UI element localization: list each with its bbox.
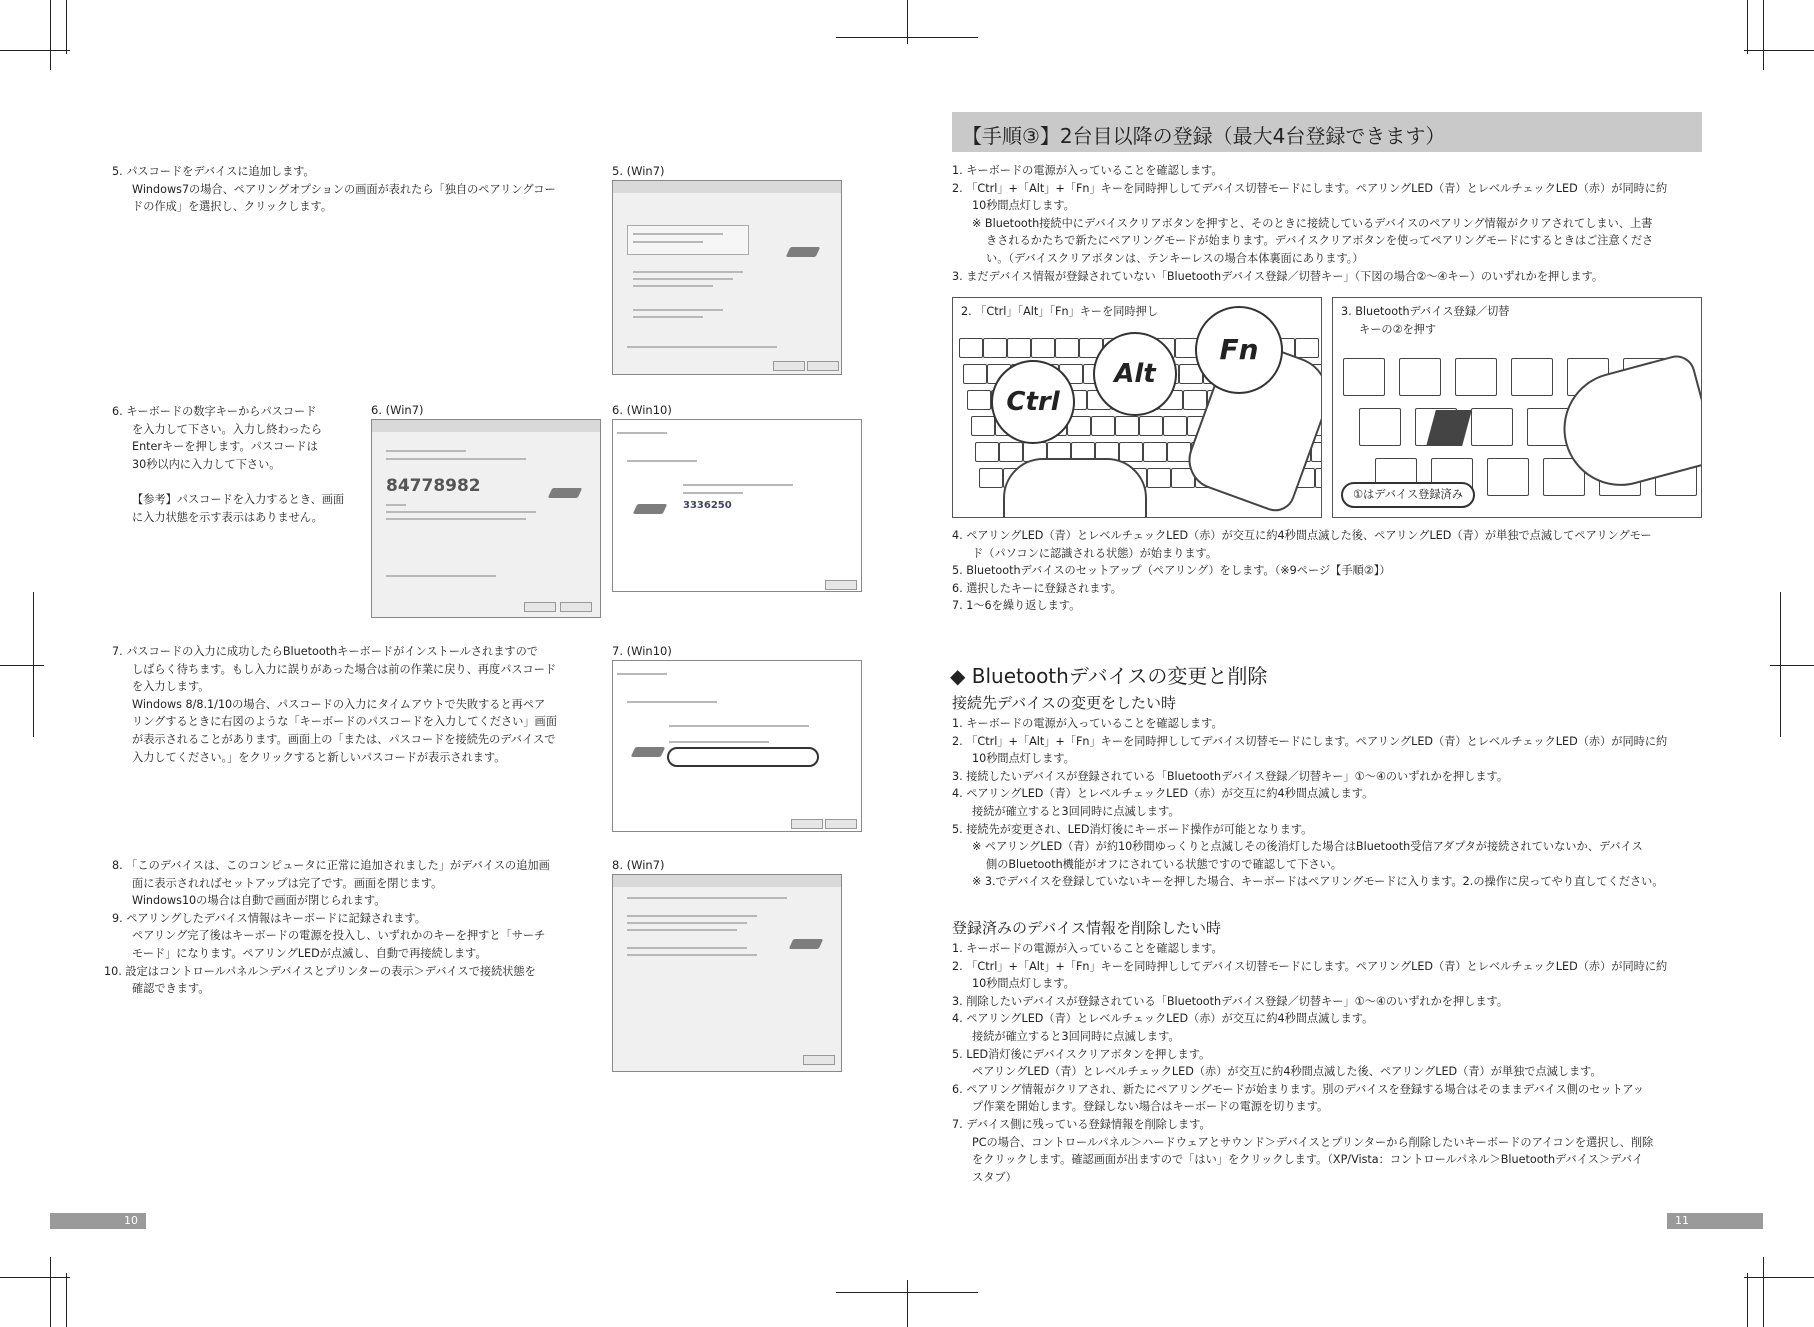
text-line: プ作業を開始します。登録しない場合はキーボードの電源を切ります。 bbox=[972, 1100, 1329, 1114]
text-line: 1. キーボードの電源が入っていることを確認します。 bbox=[952, 164, 1223, 177]
crop-mark bbox=[1763, 1257, 1764, 1327]
keyboard-key bbox=[983, 338, 1007, 358]
procedure-3-steps-cont bbox=[952, 527, 1652, 615]
text-line: 2. 「Ctrl」+「Alt」+「Fn」キーを同時押ししてデバイス切替モードにします。ペアリングLED（青）とレベルチェックLED（赤）が同時に約 bbox=[952, 959, 1668, 973]
crop-mark bbox=[33, 592, 34, 737]
text-line: 5. パスコードをデバイスに追加します。 bbox=[112, 165, 315, 178]
figure-caption: 2. 「Ctrl」「Alt」「Fn」キーを同時押し bbox=[961, 305, 1159, 318]
crop-mark bbox=[0, 665, 44, 666]
text-line: ※ Bluetooth接続中にデバイスクリアボタンを押すと、そのときに接続しているデバイスのペアリング情報がクリアされてしまい、上書 bbox=[972, 216, 1653, 230]
ctrl-label: Ctrl bbox=[1006, 387, 1060, 417]
crop-mark bbox=[50, 1257, 51, 1327]
text-line: リングするときに右図のような「キーボードのパスコードを入力してください」画面 bbox=[132, 715, 557, 729]
text-line: い。（デバイスクリアボタンは、テンキーレスの場合本体裏面にあります。） bbox=[986, 251, 1364, 265]
text-line: 7. 1～6を繰り返します。 bbox=[952, 599, 1081, 613]
keyboard-key bbox=[1115, 416, 1139, 436]
text-line: を入力します。 bbox=[132, 680, 210, 694]
subsection-title: 登録済みのデバイス情報を削除したい時 bbox=[952, 919, 1221, 937]
crop-mark bbox=[0, 50, 70, 51]
keyboard-key bbox=[1295, 338, 1319, 358]
win10-passcode-screenshot bbox=[612, 419, 862, 592]
crop-mark bbox=[1770, 665, 1814, 666]
highlight-ellipse bbox=[667, 747, 819, 767]
text-line: 確認できます。 bbox=[132, 982, 210, 996]
text-line: ※ 3.でデバイスを登録していないキーを押した場合、キーボードはペアリングモードに入ります。2.の操作に戻ってやり直してください。 bbox=[972, 875, 1664, 889]
screenshot-caption: 6. (Win7) bbox=[371, 403, 424, 417]
left-hand bbox=[1003, 458, 1147, 518]
crop-mark bbox=[1763, 0, 1764, 70]
screenshot-caption: 8. (Win7) bbox=[612, 858, 665, 872]
keyboard-key bbox=[975, 442, 999, 462]
screenshot-caption: 7. (Win10) bbox=[612, 644, 672, 658]
keyboard-key bbox=[971, 416, 995, 436]
page-number-text: 10 bbox=[124, 1214, 138, 1227]
crop-mark bbox=[907, 1280, 908, 1327]
text-line: 5. LED消灯後にデバイスクリアボタンを押します。 bbox=[952, 1047, 1211, 1061]
crop-mark bbox=[1747, 0, 1748, 54]
crop-mark bbox=[0, 1277, 70, 1278]
subsection-title: 接続先デバイスの変更をしたい時 bbox=[952, 694, 1176, 712]
win7-passcode-screenshot bbox=[371, 419, 601, 618]
text-line: 5. 接続先が変更され、LED消灯後にキーボード操作が可能となります。 bbox=[952, 822, 1313, 836]
text-line: 10秒間点灯します。 bbox=[972, 752, 1075, 766]
text-line: 1. キーボードの電源が入っていることを確認します。 bbox=[952, 942, 1223, 955]
keyboard-key bbox=[1183, 390, 1207, 410]
keyboard-key bbox=[1343, 358, 1385, 396]
section-title: ◆ Bluetoothデバイスの変更と削除 bbox=[950, 664, 1268, 688]
ctrl-alt-fn-figure bbox=[952, 297, 1322, 518]
keyboard-key bbox=[963, 364, 987, 384]
keyboard-key bbox=[1031, 338, 1055, 358]
keyboard-key bbox=[1315, 468, 1322, 488]
text-line: 9. ペアリングしたデバイス情報はキーボードに記録されます。 bbox=[112, 911, 426, 925]
fn-key-bubble bbox=[1195, 306, 1283, 394]
passcode-number: 3336250 bbox=[683, 500, 732, 511]
crop-mark bbox=[66, 0, 67, 54]
text-line: 3. まだデバイス情報が登録されていない「Bluetoothデバイス登録／切替キー」（下図の場合②～④キー）のいずれかを押します。 bbox=[952, 269, 1604, 283]
crop-mark bbox=[1744, 50, 1814, 51]
text-line: 側のBluetooth機能がオフにされている状態ですので確認して下さい。 bbox=[986, 857, 1343, 871]
procedure-3-steps bbox=[952, 162, 1667, 285]
header-title: 【手順③】2台目以降の登録（最大4台登録できます） bbox=[962, 124, 1446, 148]
text-line bbox=[112, 473, 344, 491]
text-line: 6. 選択したキーに登録されます。 bbox=[952, 581, 1122, 595]
text-line: 5. Bluetoothデバイスのセットアップ（ペアリング）をします。（※9ページ【手順②】） bbox=[952, 564, 1391, 578]
text-line: 面に表示されればセットアップは完了です。画面を閉じます。 bbox=[132, 876, 443, 890]
text-line: を入力して下さい。入力し終わったら bbox=[132, 422, 323, 436]
text-line: 6. ペアリング情報がクリアされ、新たにペアリングモードが始まります。別のデバイスを登録する場合はそのままデバイス側のセットアッ bbox=[952, 1082, 1644, 1096]
text-line: をクリックします。確認画面が出ますので「はい」をクリックします。（XP/Vista：コントロールパネル＞Bluetoothデバイス＞デバイ bbox=[972, 1153, 1644, 1167]
delete-device-steps bbox=[952, 940, 1667, 1186]
win7-pairing-option-screenshot bbox=[612, 180, 842, 375]
text-line: ※ ペアリングLED（青）が約10秒間ゆっくりと点滅しその後消灯した場合はBluetooth受信アダプタが接続されていないか、デバイス bbox=[972, 840, 1643, 854]
passcode-number: 84778982 bbox=[386, 476, 481, 496]
text-line: に入力状態を示す表示はありません。 bbox=[132, 510, 323, 524]
crop-mark bbox=[1780, 592, 1781, 737]
text-line: しばらく待ちます。もし入力に誤りがあった場合は前の作業に戻り、再度パスコード bbox=[132, 662, 557, 676]
keyboard-key bbox=[1055, 338, 1079, 358]
text-line: 【参考】パスコードを入力するとき、画面 bbox=[132, 492, 345, 506]
keyboard-key bbox=[1487, 458, 1529, 496]
keyboard-key bbox=[1511, 358, 1553, 396]
text-line: が表示されることがあります。画面上の「または、パスコードを接続先のデバイスで bbox=[132, 732, 556, 746]
keyboard-key bbox=[1359, 408, 1401, 446]
text-line: 接続が確立すると3回同時に点滅します。 bbox=[972, 804, 1180, 818]
text-line: ペアリングLED（青）とレベルチェックLED（赤）が交互に約4秒間点滅した後、ペアリングLED（青）が単独で点滅します。 bbox=[972, 1065, 1602, 1079]
text-line: PCの場合、コントロールパネル＞ハードウェアとサウンド＞デバイスとプリンターから削除したいキーボードのアイコンを選択し、削除 bbox=[972, 1135, 1654, 1149]
text-line: 1. キーボードの電源が入っていることを確認します。 bbox=[952, 717, 1223, 730]
step-6-text bbox=[112, 403, 344, 526]
alt-key-bubble bbox=[1093, 332, 1177, 416]
step-7-text bbox=[112, 643, 557, 766]
page-number-text: 11 bbox=[1675, 1214, 1689, 1227]
win10-enter-passcode-screenshot bbox=[612, 660, 862, 832]
screenshot-caption: 5. (Win7) bbox=[612, 164, 665, 178]
text-line: 10秒間点灯します。 bbox=[972, 199, 1075, 213]
text-line: スタブ） bbox=[972, 1170, 1017, 1184]
screenshot-caption: 6. (Win10) bbox=[612, 403, 672, 417]
text-line: 7. デバイス側に残っている登録情報を削除します。 bbox=[952, 1117, 1211, 1131]
text-line: ド（パソコンに認識される状態）が始まります。 bbox=[972, 546, 1218, 560]
text-line: 2. 「Ctrl」+「Alt」+「Fn」キーを同時押ししてデバイス切替モードにします。ペアリングLED（青）とレベルチェックLED（赤）が同時に約 bbox=[952, 734, 1668, 748]
text-line: きされるかたちで新たにペアリングモードが始まります。デバイスクリアボタンを使ってペアリングモードにするときはご注意くださ bbox=[986, 234, 1654, 248]
keyboard-key bbox=[1091, 416, 1115, 436]
text-line: モード」になります。ペアリングLEDが点滅し、自動で再接続します。 bbox=[132, 946, 487, 960]
keyboard-key bbox=[979, 468, 1003, 488]
text-line: Windows 8/8.1/10の場合、パスコードの入力にタイムアウトで失敗すると再ペア bbox=[132, 697, 546, 711]
crop-mark bbox=[50, 0, 51, 70]
keyboard-key bbox=[1455, 358, 1497, 396]
device-key-figure bbox=[1332, 297, 1702, 518]
text-line: 10. 設定はコントロールパネル＞デバイスとプリンターの表示＞デバイスで接続状態を bbox=[104, 964, 536, 978]
keyboard-key bbox=[999, 442, 1023, 462]
keyboard-key bbox=[959, 338, 983, 358]
crop-mark bbox=[1747, 1273, 1748, 1327]
keyboard-key bbox=[1399, 358, 1441, 396]
text-line: キーの②を押す bbox=[1359, 322, 1437, 336]
text-line: ドの作成」を選択し、クリックします。 bbox=[132, 200, 333, 214]
win7-device-added-screenshot bbox=[612, 874, 842, 1072]
text-line: 3. 削除したいデバイスが登録されている「Bluetoothデバイス登録／切替キー」①～④のいずれかを押します。 bbox=[952, 994, 1509, 1008]
text-line: Enterキーを押します。パスコードは bbox=[132, 440, 318, 454]
keyboard-key bbox=[1471, 408, 1513, 446]
text-line: 入力してください。」をクリックすると新しいパスコードが表示されます。 bbox=[132, 750, 506, 764]
text-line: 30秒以内に入力して下さい。 bbox=[132, 457, 281, 471]
step-5-text bbox=[112, 163, 556, 216]
ctrl-key-bubble bbox=[991, 360, 1075, 444]
fn-label: Fn bbox=[1219, 333, 1259, 366]
alt-label: Alt bbox=[1114, 359, 1156, 389]
crop-mark bbox=[907, 0, 908, 44]
text-line: 8. 「このデバイスは、このコンピュータに正常に追加されました」がデバイスの追加画 bbox=[112, 859, 550, 872]
text-line: 3. 接続したいデバイスが登録されている「Bluetoothデバイス登録／切替キー」①～④のいずれかを押します。 bbox=[952, 769, 1509, 783]
text-line: 接続が確立すると3回同時に点滅します。 bbox=[972, 1029, 1180, 1043]
keyboard-key bbox=[1119, 442, 1143, 462]
text-line: Windows10の場合は自動で画面が閉じられます。 bbox=[132, 894, 386, 908]
registered-key-label: ①はデバイス登録済み bbox=[1341, 482, 1475, 508]
text-line: 4. ペアリングLED（青）とレベルチェックLED（赤）が交互に約4秒間点滅します。 bbox=[952, 787, 1374, 801]
procedure-3-header bbox=[952, 112, 1702, 152]
text-line: 10秒間点灯します。 bbox=[972, 977, 1075, 991]
keyboard-key bbox=[1143, 442, 1167, 462]
text-line: 2. 「Ctrl」+「Alt」+「Fn」キーを同時押ししてデバイス切替モードにします。ペアリングLED（青）とレベルチェックLED（赤）が同時に約 bbox=[952, 181, 1668, 195]
text-line: 3. Bluetoothデバイス登録／切替 bbox=[1341, 305, 1510, 318]
text-line: Windows7の場合、ペアリングオプションの画面が表れたら「独自のペアリングコー bbox=[132, 182, 556, 196]
keyboard-key bbox=[1007, 338, 1031, 358]
text-line: 4. ペアリングLED（青）とレベルチェックLED（赤）が交互に約4秒間点滅します。 bbox=[952, 1012, 1374, 1026]
keyboard-key bbox=[1139, 416, 1163, 436]
page-number bbox=[50, 1213, 146, 1229]
crop-mark bbox=[66, 1273, 67, 1327]
text-line: 4. ペアリングLED（青）とレベルチェックLED（赤）が交互に約4秒間点滅した後、ペアリングLED（青）が単独で点滅してペアリングモー bbox=[952, 529, 1652, 542]
change-device-steps bbox=[952, 715, 1667, 891]
text-line: ペアリング完了後はキーボードの電源を投入し、いずれかのキーを押すと「サーチ bbox=[132, 929, 546, 943]
keyboard-key bbox=[967, 390, 991, 410]
keyboard-key bbox=[1147, 468, 1171, 488]
text-line: 7. パスコードの入力に成功したらBluetoothキーボードがインストールされますので bbox=[112, 645, 538, 658]
crop-mark bbox=[1744, 1277, 1814, 1278]
keyboard-key bbox=[1163, 416, 1187, 436]
steps-8-10-text bbox=[104, 857, 550, 998]
page-number bbox=[1667, 1213, 1763, 1229]
text-line: 6. キーボードの数字キーからパスコード bbox=[112, 405, 317, 418]
